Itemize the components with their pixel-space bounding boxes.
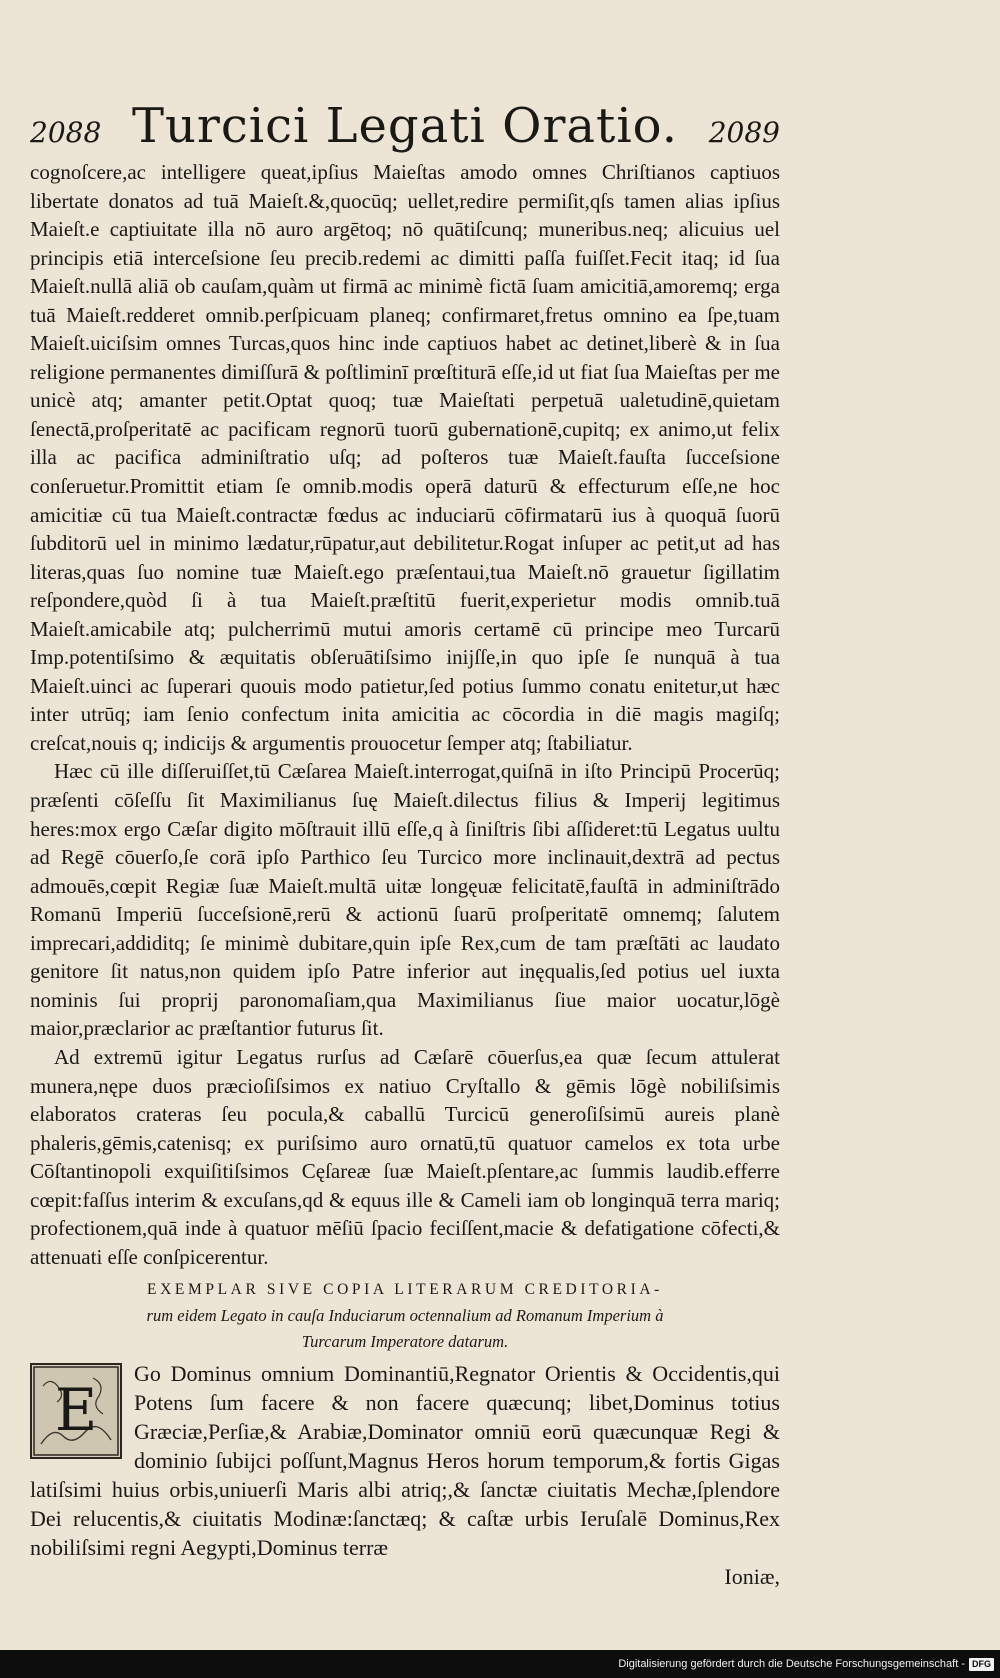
digitization-credit-bar	[0, 1650, 1000, 1678]
letter-body	[30, 1359, 780, 1591]
page-number-left: 2088	[30, 116, 102, 149]
dfg-logo-icon: DFG	[969, 1658, 994, 1671]
decorated-initial-e-icon	[30, 1363, 122, 1459]
digitization-credit: Digitalisierung gefördert durch die Deutsche Forschungsgemeinschaft -	[618, 1658, 965, 1670]
paragraph-2: Hæc cū ille diſſeruiſſet,tū Cæſarea Maieſt.interrogat,quiſnā in iſto Principū Procerūq; præſenti cōſeſſu ſit Maximilianus ſuę Maieſt.dilectus filius & Imperij legitimus heres:mox ergo Cæſar digito mōſtrauit illū eſſe,q à ſiniſtris ſibi aſſideret:tū Legatus uultu ad Regē cōuerſo,ſe corā ipſo Parthico ſeu Turcico more inclinauit,dextrā ad pectus admouēs,cœpit Regiæ ſuæ Maieſt.multā uitæ longęuæ felicitatē,fauſtā in adminiſtrādo Romanū Imperiū ſucceſsionē,rerū & actionū ſuarū proſperitatē omnemq; ſalutem imprecari,addiditq; ſe minimè dubitare,quin ipſe Rex,cum de tam præſtāti ac laudato genitore ſit natus,non quidem ipſo Patre inferior aut inęqualis,ſed potius uel iuxta nominis ſui proprij paronomaſiam,qua Maximilianus ſiue maior uocatur,lōgè maior,præclarior ac præſtantior futurus ſit.	[30, 759, 780, 1041]
running-title: Turcici Legati Oratio.	[132, 98, 678, 154]
running-header	[30, 98, 780, 154]
letter-heading-subtitle-1: rum eidem Legato in cauſa Induciarum octennalium ad Romanum Imperium à	[146, 1306, 664, 1326]
letter-heading-subtitle-2: Turcarum Imperatore datarum.	[301, 1332, 509, 1352]
letter-text: Go Dominus omnium Dominantiū,Regnator Orientis & Occidentis,qui Potens ſum facere & non facere quæcunq; libet,Dominus totius Græciæ,Perſiæ,& Arabiæ,Dominator omniū eorū quæcunquæ Regi & dominio ſubijci poſſunt,Magnus Heros horum temporum,& fortis Gigas latiſsimi huius orbis,uniuerſi Maris albi atriq;,& ſanctæ ciuitatis Mechæ,ſplendore Dei relucentis,& ciuitatis Modinæ:ſanctæq; & caſtæ urbis Ieruſalē Dominus,Rex nobiliſsimi regni Aegypti,Dominus terræ	[30, 1361, 780, 1561]
woodcut-initial-icon	[33, 1366, 119, 1456]
paragraph-3: Ad extremū igitur Legatus rurſus ad Cæſarē cōuerſus,ea quæ ſecum attulerat munera,nępe duos præcioſiſsimos ex natiuo Cryſtallo & gēmis lōgè nobiliſsimis elaboratos crateras ſeu pocula,& caballū Turcicū generoſiſsimū aureis planè phaleris,gēmis,catenisq; ex puriſsimo auro ornatū,tū quatuor camelos ex tota urbe Cōſtantinopoli exquiſitiſsimos Cęſareæ ſuæ Maieſt.pſentare,ac ſummis laudib.efferre cœpit:faſſus interim & excuſans,qd & equus ille & Cameli iam ob longinquā terra mariq; profectionem,quā inde à quatuor mēſiū ſpacio feciſſent,macie & defatigatione cōfecti,& attenuati eſſe conſpicerentur.	[30, 1044, 780, 1269]
letter-heading-title: EXEMPLAR SIVE COPIA LITERARUM CREDITORIA-	[147, 1281, 663, 1299]
svg-text:E: E	[54, 1376, 98, 1445]
paragraph-1: cognoſcere,ac intelligere queat,ipſius Maieſtas amodo omnes Chriſtianos captiuos libertate donatos ad tuā Maieſt.&,quocūq; uellet,redire permiſit,qſs tamen alias ipſius Maieſt.e captiuitate illa nō auro argētoq; nō quātiſcunq; muneribus.neq; alicuius uel principis etiā interceſsione ſeu precib.redemi ac dimitti paſſa fuiſſet.Fecit itaq; id ſua Maieſt.nullā aliā ob cauſam,quàm ut firmā ac minimè fictā ſuam amicitiā,amoremq; erga tuā Maieſt.redderet omnib.perſpicuam planeq; confirmaret,fretus omnino ea ſpe,tuam Maieſt.uiciſsim omnes Turcas,quos hinc inde captiuos habet ac detinet,liberè & in ſua religione permanentes dimiſſurā & poſtliminī prœſtiturā eſſe,id ut fiat ſua Maieſtas per me unicè atq; amanter petit.Optat quoq; tuæ Maieſtati perpetuā ualetudinē,quietam ſenectā,proſperitatē ac pacificam regnorū tuorū gubernationē,cupitq; ex animo,ut felix illa ac pacifica adminiſtratio uſq; ad poſteros tuæ Maieſt.fauſta ſucceſsione conſeruetur.Promittit etiam ſe omnib.modis operā daturū & effecturum eſſe,ne hoc amicitiæ cū tua Maieſt.contractæ fœdus ac induciarū cōfirmatarū ius à quoquā ſuorū ſubditorū uel in minimo lædatur,rūpatur,aut debilitetur.Rogat inſuper ac petit,ut ad has literas,quas ſuo nomine tuæ Maieſt.ego præſentaui,tua Maieſt.nō grauetur ſigillatim reſpondere,quòd ſi à tua Maieſt.præſtitū fuerit,experietur modis omnib.tuā Maieſt.amicabile atq; pulcherrimū mutui amoris certamē cū principe meo Turcarū Imp.potentiſsimo & æquitatis obſeruātiſsimo inijſſe,in quo ipſe ſe nunquā à tua Maieſt.uinci ac ſuperari quouis modo patietur,ſed potius ſummo conatu enitetur,ut hæc inter utrūq; iam ſenio confectum inita amicitia ac cōcordia in diē magis magiſq; creſcat,nouis q; indicijs & argumentis prouocetur ſemper atq; ſtabiliatur.	[30, 160, 780, 755]
page-number-right: 2089	[708, 116, 780, 149]
catchword: Ioniæ,	[724, 1564, 780, 1590]
page-content	[30, 98, 780, 1591]
letter-heading	[30, 1277, 780, 1355]
